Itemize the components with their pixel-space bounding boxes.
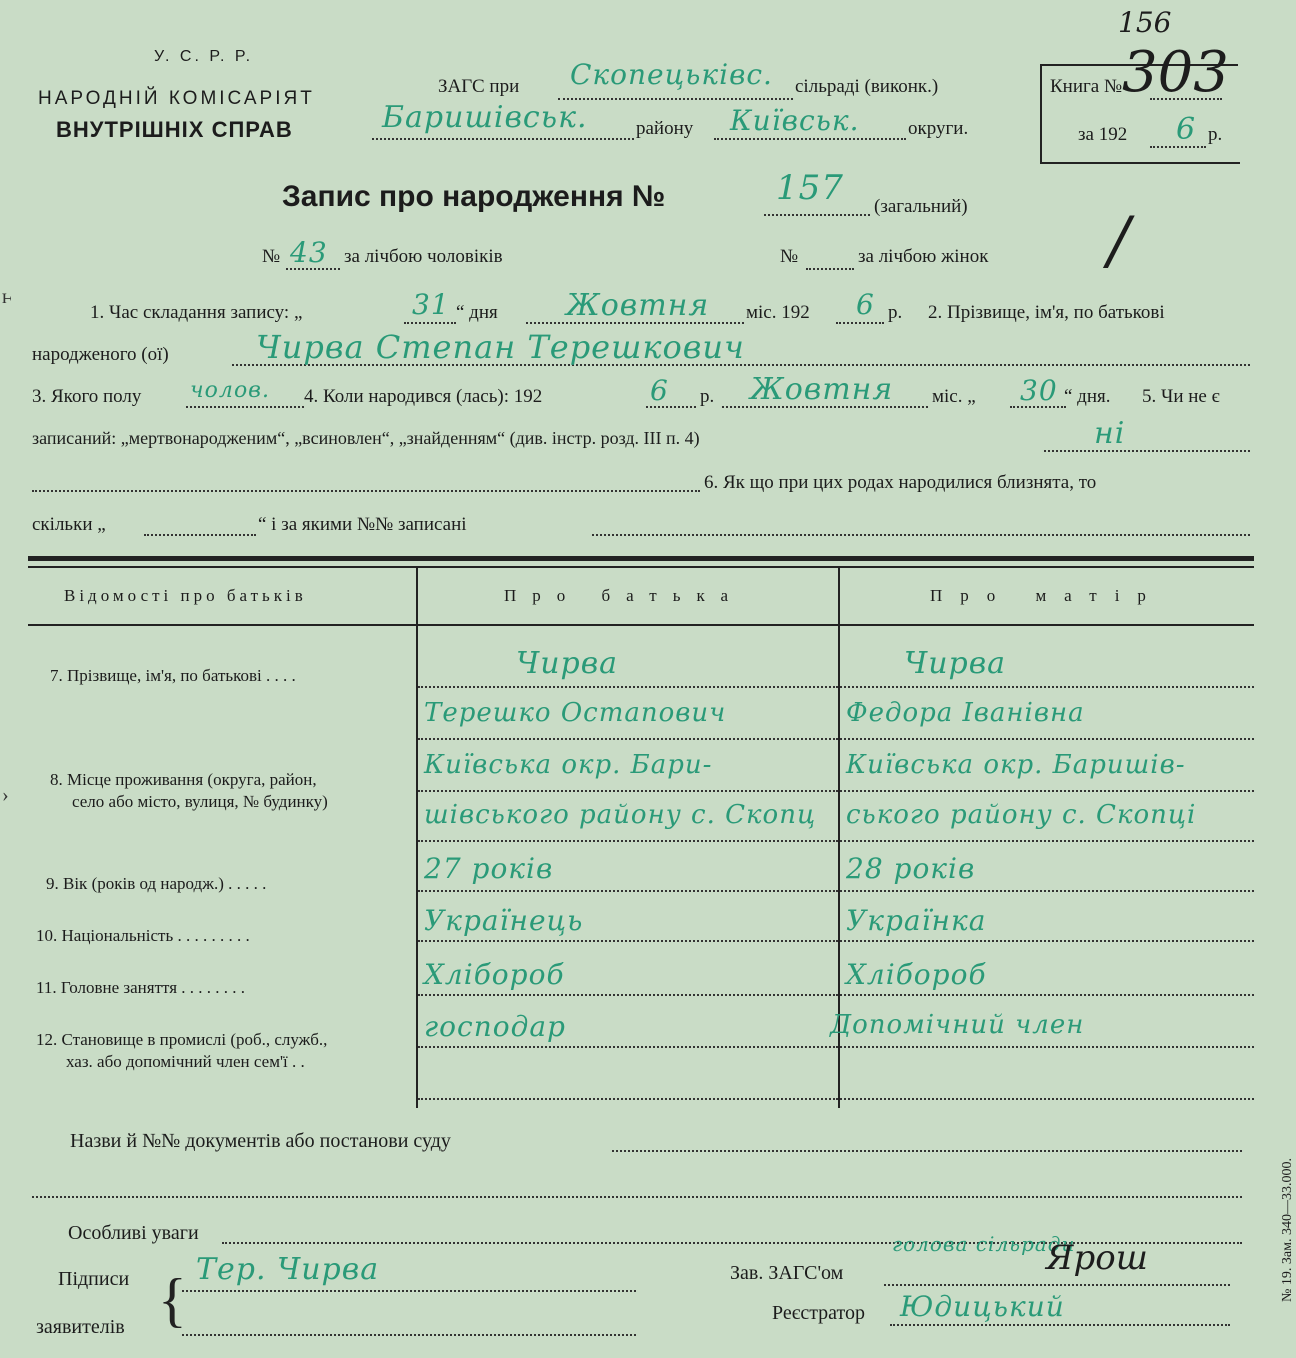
table-row-9 (46, 874, 266, 894)
notes-label: Особливі уваги (68, 1222, 199, 1244)
applicants-label: заявителів (36, 1316, 125, 1338)
hw-father-residence-1: Київська окр. Бари- (424, 750, 713, 780)
table-row-11 (36, 978, 245, 998)
signatures-brace: { (158, 1267, 187, 1333)
row-number: 10. (36, 926, 58, 945)
applicant-sign-line-2 (182, 1334, 636, 1336)
documents-label: Назви й №№ документів або постанови суду (70, 1130, 451, 1152)
row-line (840, 738, 1254, 740)
hw-mother-surname: Чирва (904, 646, 1007, 681)
hw-corner-number: 156 (1118, 6, 1172, 39)
year1-line (836, 322, 884, 324)
women-no-prefix: № (780, 246, 799, 267)
book-year-r: р. (1208, 124, 1223, 145)
field-2-cont: народженого (ої) (32, 344, 169, 365)
hw-mother-age: 28 років (846, 852, 976, 885)
row-number: 8. (50, 770, 63, 789)
twins-count-line (144, 534, 256, 536)
row-line (840, 790, 1254, 792)
hw-applicant-signature: Тер. Чирва (196, 1252, 380, 1287)
registrar-label: Реєстратор (772, 1302, 866, 1324)
table-row-8 (50, 770, 317, 790)
table-row-10 (36, 926, 250, 946)
margin-mark: ⱶ (2, 286, 13, 308)
row-line (418, 1098, 838, 1100)
village-line (558, 98, 793, 100)
row-number: 12. (36, 1030, 58, 1049)
head-sign-line (884, 1284, 1230, 1286)
registrar-sign-line (890, 1324, 1230, 1326)
hw-child-name: Чирва Степан Терешкович (256, 328, 745, 366)
hw-mother-nationality: Українка (846, 904, 987, 937)
raion-label: району (636, 118, 694, 139)
row-line (840, 890, 1254, 892)
row-line (418, 738, 838, 740)
row-number: 9. (46, 874, 59, 893)
table-header-father: Про батька (504, 586, 745, 605)
hw-father-name: Терешко Остапович (424, 698, 727, 728)
table-top-rule-2 (28, 566, 1254, 568)
hw-okrug: Київськ. (730, 104, 860, 137)
hw-father-age: 27 років (424, 852, 554, 885)
hw-month2: Жовтня (750, 372, 894, 407)
sex-line (186, 406, 304, 408)
hw-father-surname: Чирва (516, 646, 619, 681)
field-1-day: “ дня (456, 302, 498, 323)
zags-suffix: сільраді (виконк.) (795, 76, 939, 97)
field-6-label: 6. Як що при цих родах народилися близнята, то (704, 472, 1097, 493)
hw-father-occupation: Хлібороб (424, 958, 565, 991)
row-line (840, 840, 1254, 842)
men-count-label: за лічбою чоловіків (344, 246, 503, 267)
hw-mother-residence-1: Київська окр. Баришів- (846, 750, 1186, 780)
row-line (418, 994, 838, 996)
zags-prefix: ЗАГС при (438, 76, 520, 97)
field-5-label: 5. Чи не є (1142, 386, 1220, 407)
hw-mother-residence-2: ського району с. Скопці (846, 800, 1197, 830)
row-label: Вік (років од народж.) . . . . . (63, 874, 267, 893)
raion-line (372, 138, 634, 140)
hw-year2: 6 (650, 374, 669, 407)
row-label: Національність . . . . . . . . . (61, 926, 250, 945)
hw-book-number: 303 (1122, 40, 1229, 105)
commissariat-label: НАРОДНІЙ КОМІСАРІЯТ (38, 88, 315, 109)
day1-line (404, 322, 456, 324)
book-label: Книга № (1050, 76, 1123, 97)
hw-head-note: голова сільради (892, 1232, 1076, 1256)
documents-line-2 (32, 1196, 1242, 1198)
field-1-month: міс. 192 (746, 302, 810, 323)
book-box-bottom (1040, 162, 1240, 164)
okrug-line (714, 138, 906, 140)
okrug-label: округи. (908, 118, 969, 139)
field-5-cont: записаний: „мертвонародженим“, „всиновлен“, „знайденням“ (див. інстр. розд. III п. 4) (32, 428, 700, 448)
row-line (418, 840, 838, 842)
hw-day1: 31 (412, 288, 450, 321)
table-header-rule (28, 624, 1254, 626)
hw-day2: 30 (1020, 374, 1058, 407)
row-label: Місце проживання (округа, район, (67, 770, 317, 789)
hw-slash: / (1108, 204, 1130, 278)
row-number: 11. (36, 978, 57, 997)
head-label: Зав. ЗАГС'ом (730, 1262, 844, 1284)
hw-father-status: господар (424, 1010, 566, 1043)
hw-mother-status: Допомічний член (830, 1010, 1085, 1040)
row-line (840, 940, 1254, 942)
row-label: Головне заняття . . . . . . . . (60, 978, 246, 997)
men-no-prefix: № (262, 246, 281, 267)
hw-mother-occupation: Хлібороб (846, 958, 987, 991)
row-line (840, 686, 1254, 688)
hw-record-number: 157 (776, 168, 844, 208)
field-5-line (1044, 450, 1250, 452)
field-4-label: 4. Коли народився (лась): 192 (304, 386, 543, 407)
hw-book-year: 6 (1176, 112, 1197, 147)
record-number-line (764, 214, 870, 216)
table-header-mother: Про матір (930, 586, 1164, 605)
row-line (840, 994, 1254, 996)
hw-raion: Баришівськ. (382, 100, 588, 135)
hw-month1: Жовтня (566, 288, 710, 323)
signatures-label: Підписи (58, 1268, 130, 1290)
hw-registrar-signature: Юдицький (900, 1290, 1065, 1323)
row-line (840, 1098, 1254, 1100)
table-col-divider-1 (416, 568, 418, 1108)
hw-year1: 6 (856, 288, 875, 321)
table-row-8-cont: село або місто, вулиця, № будинку) (72, 792, 328, 811)
field-2-label: 2. Прізвище, ім'я, по батькові (928, 302, 1165, 323)
field-4-day: “ дня. (1064, 386, 1111, 407)
field-6-numbers: “ і за якими №№ записані (258, 514, 467, 535)
row-line (840, 1046, 1254, 1048)
hw-sex: чолов. (190, 378, 270, 403)
hw-ni: ні (1094, 416, 1126, 451)
book-year-label: за 192 (1078, 124, 1128, 145)
row-line (418, 940, 838, 942)
row-number: 7. (50, 666, 63, 685)
table-row-12 (36, 1030, 327, 1050)
field-4-r: р. (700, 386, 715, 407)
table-row-12-cont: хаз. або допомічний член сем'ї . . (66, 1052, 305, 1071)
row-line (418, 790, 838, 792)
row-line (418, 890, 838, 892)
row-label: Прізвище, ім'я, по батькові . . . . (67, 666, 296, 685)
hw-father-nationality: Українець (424, 904, 584, 937)
twins-numbers-line (592, 534, 1250, 536)
field-4-month: міс. „ (932, 386, 976, 407)
field-1-label: 1. Час складання запису: „ (90, 302, 303, 323)
record-title: Запис про народження № (282, 180, 666, 213)
table-top-rule-1 (28, 556, 1254, 561)
field-3-label: 3. Якого полу (32, 386, 142, 407)
internal-affairs-label: ВНУТРІШНІХ СПРАВ (56, 117, 293, 142)
ussr-label: У. С. Р. Р. (154, 48, 254, 65)
field-6-cont: скільки „ (32, 514, 106, 535)
hw-father-residence-2: шівського району с. Скопц (424, 800, 817, 830)
hw-men-number: 43 (290, 236, 328, 269)
row-line (418, 1046, 838, 1048)
print-run-note: № 19. Зам. 340—33.000. (1280, 1158, 1295, 1302)
women-count-label: за лічбою жінок (858, 246, 989, 267)
applicant-sign-line-1 (182, 1290, 636, 1292)
hw-head-signature: Ярош (1046, 1238, 1148, 1278)
field-1-r: р. (888, 302, 903, 323)
general-label: (загальний) (874, 196, 968, 217)
field-6-line (32, 490, 700, 492)
hw-mother-name: Федора Іванівна (846, 698, 1085, 728)
table-row-7 (50, 666, 296, 686)
book-box-left (1040, 64, 1042, 164)
hw-village: Скопецьківс. (570, 58, 773, 91)
row-label: Становище в промислі (роб., служб., (61, 1030, 328, 1049)
women-no-line (806, 268, 854, 270)
row-line (418, 686, 838, 688)
margin-mark-arrow: › (2, 784, 9, 806)
table-header-info: Відомості про батьків (64, 586, 307, 605)
documents-line (612, 1150, 1242, 1152)
